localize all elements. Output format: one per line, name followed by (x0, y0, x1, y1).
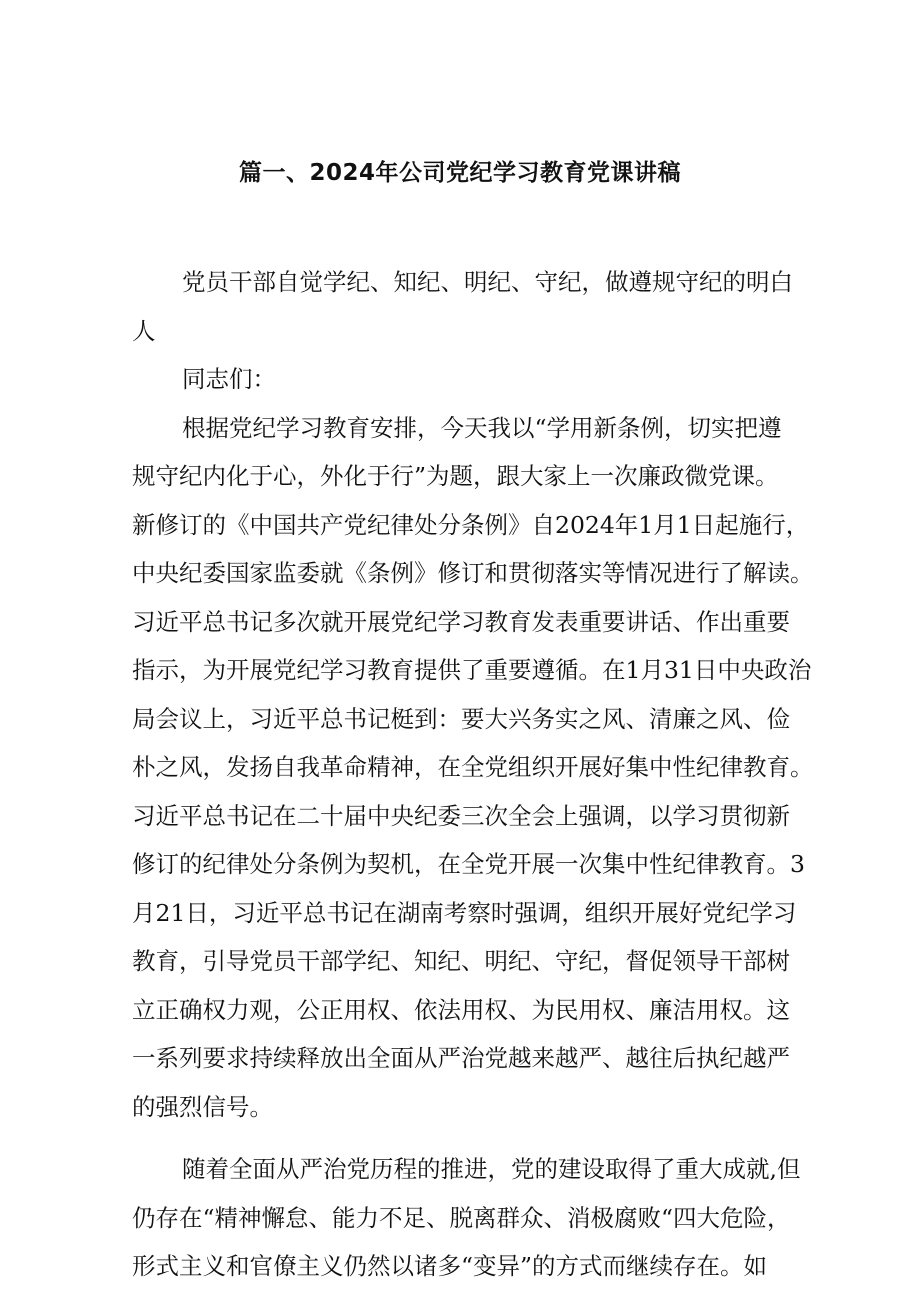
paragraph-line: 的强烈信号。 (132, 1092, 273, 1121)
paragraph-line: 根据党纪学习教育安排，今天我以“学用新条例，切实把遵 (182, 413, 782, 442)
document-body (132, 258, 814, 1291)
paragraph-line: 仍存在“精神懈怠、能力不足、脱离群众、消极腐败“四大危险， (132, 1203, 791, 1232)
paragraph-line: 习近平总书记在二十届中央纪委三次全会上强调，以学习贯彻新 (132, 801, 790, 830)
paragraph-line: 一系列要求持续释放出全面从严治党越来越严、越往后执纪越严 (132, 1044, 790, 1072)
paragraph-line: 新修订的《中国共产党纪律处分条例》自2024年1月1日起施行， (132, 510, 810, 539)
paragraph-line: 朴之风，发扬自我革命精神，在全党组织开展好集中性纪律教育。 (132, 753, 814, 781)
paragraph-line: 规守纪内化于心，外化于行”为题，跟大家上一次廉政微党课。 (132, 462, 779, 490)
paragraph-line: 中央纪委国家监委就《条例》修订和贯彻落实等情况进行了解读。 (132, 559, 814, 587)
subtitle-line: 人 (132, 316, 156, 345)
paragraph-line: 立正确权力观，公正用权、依法用权、为民用权、廉洁用权。这 (132, 995, 790, 1024)
paragraph-line: 修订的纪律处分条例为契机，在全党开展一次集中性纪律教育。3 (132, 850, 805, 878)
paragraph-line: 随着全面从严治党历程的推进，党的建设取得了重大成就,但 (182, 1155, 801, 1183)
paragraph-gap (132, 1131, 802, 1145)
salutation: 同志们： (182, 365, 276, 393)
paragraph-line: 局会议上，习近平总书记梃到：要大兴务实之风、清廉之风、俭 (132, 704, 790, 733)
paragraph-line: 指示，为开展党纪学习教育提供了重要遵循。在1月31日中央政治 (132, 656, 812, 684)
paragraph-line: 形式主义和官僚主义仍然以诸多“变异”的方式而继续存在。如 (132, 1252, 768, 1280)
subtitle-line: 党员干部自觉学纪、知纪、明纪、守纪，做遵规守纪的明白 (182, 268, 793, 296)
paragraph-line: 教育，引导党员干部学纪、知纪、明纪、守纪，督促领导干部树 (132, 947, 790, 975)
document-title: 篇一、2024年公司党纪学习教育党课讲稿 (238, 160, 681, 186)
paragraph-line: 习近平总书记多次就开展党纪学习教育发表重要讲话、作出重要 (132, 607, 790, 636)
paragraph-line: 月21日，习近平总书记在湖南考察时强调，组织开展好党纪学习 (132, 898, 797, 927)
